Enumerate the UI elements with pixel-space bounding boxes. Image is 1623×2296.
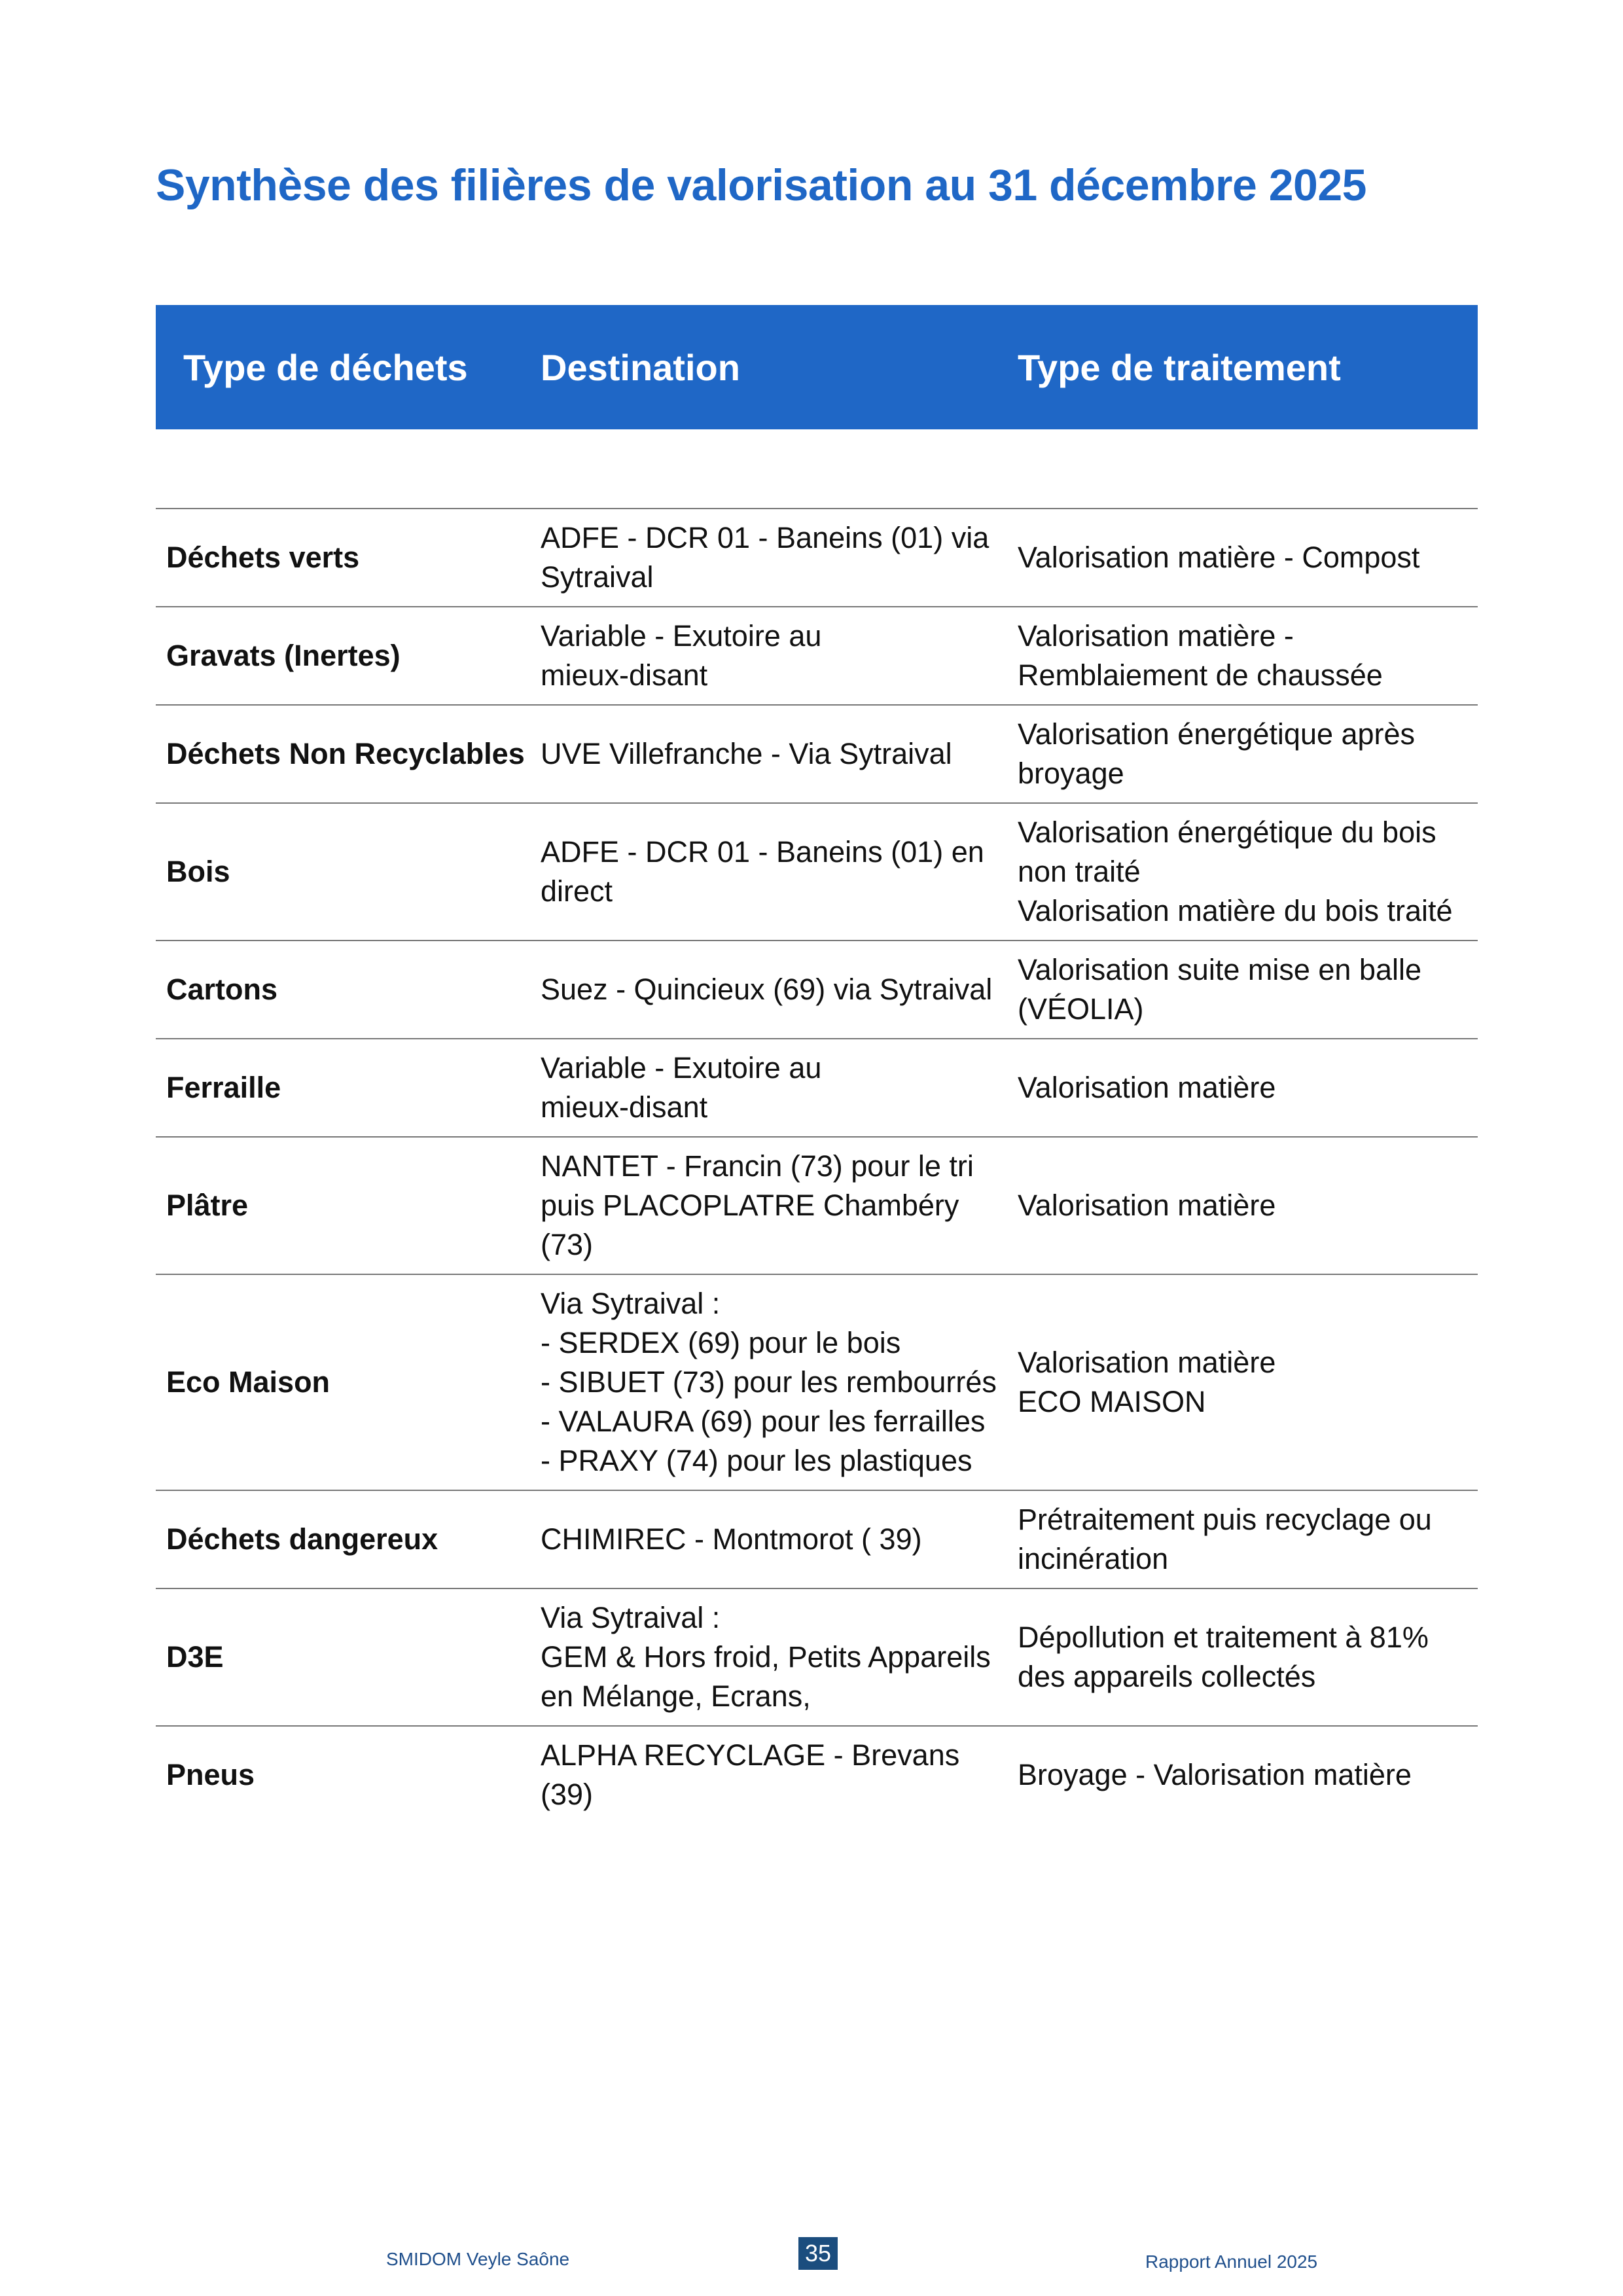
cell-waste-type [156,803,541,941]
cell-destination-text: ADFE - DCR 01 - Baneins (01) en direct [541,835,984,908]
cell-destination-text: Via Sytraival : - SERDEX (69) pour le bois - SIBUET (73) pour les rembourrés - VALAURA (69) pour les ferrailles - PRAXY (74) pour les plastiques [541,1287,997,1477]
cell-waste-type [156,1137,541,1274]
cell-treatment [1007,1726,1478,1823]
cell-destination [541,1588,1007,1726]
cell-treatment [1007,705,1478,803]
cell-destination [541,1039,1007,1137]
table-row [156,1137,1478,1274]
cell-treatment-text: Prétraitement puis recyclage ou incinération [1018,1503,1432,1575]
header-type-de-traitement: Type de traitement [1018,346,1341,388]
cell-treatment-text: Valorisation matière [1018,1071,1276,1104]
table-row [156,941,1478,1039]
header-type-de-dechets: Type de déchets [183,346,468,388]
table-row [156,1039,1478,1137]
table-header-row [156,305,1478,429]
table-row [156,705,1478,803]
table-row [156,607,1478,705]
cell-destination-text: UVE Villefranche - Via Sytraival [541,737,952,770]
cell-treatment [1007,1039,1478,1137]
cell-destination-text: Variable - Exutoire au mieux-disant [541,1051,822,1124]
cell-waste-type-text: Gravats (Inertes) [166,639,401,672]
table-row [156,1726,1478,1823]
cell-destination-text: ALPHA RECYCLAGE - Brevans (39) [541,1738,960,1811]
cell-destination [541,1490,1007,1588]
cell-treatment [1007,803,1478,941]
cell-treatment [1007,1137,1478,1274]
cell-destination [541,1726,1007,1823]
cell-destination [541,1274,1007,1490]
cell-destination-text: ADFE - DCR 01 - Baneins (01) via Sytraival [541,521,990,594]
footer-report-title: Rapport Annuel 2025 [1145,2251,1318,2272]
cell-destination-text: Variable - Exutoire au mieux-disant [541,619,822,692]
cell-destination [541,607,1007,705]
cell-treatment-text: Valorisation énergétique du bois non traité Valorisation matière du bois traité [1018,816,1453,927]
cell-destination [541,1137,1007,1274]
cell-destination [541,509,1007,607]
cell-treatment [1007,607,1478,705]
cell-waste-type [156,1588,541,1726]
table-spacer-row [156,429,1478,509]
cell-waste-type [156,509,541,607]
cell-waste-type [156,1490,541,1588]
cell-waste-type-text: Ferraille [166,1071,281,1104]
cell-waste-type-text: Déchets verts [166,541,360,574]
cell-treatment [1007,1490,1478,1588]
page-number: 35 [798,2237,838,2270]
cell-treatment [1007,941,1478,1039]
table-row [156,509,1478,607]
cell-treatment-text: Dépollution et traitement à 81% des appareils collectés [1018,1621,1429,1693]
header-destination: Destination [541,346,740,388]
cell-treatment-text: Valorisation matière - Compost [1018,541,1420,574]
cell-waste-type-text: Pneus [166,1758,255,1791]
cell-treatment [1007,509,1478,607]
cell-treatment [1007,1274,1478,1490]
cell-waste-type [156,941,541,1039]
cell-waste-type [156,1039,541,1137]
table-row [156,1490,1478,1588]
cell-treatment-text: Valorisation matière [1018,1189,1276,1222]
cell-treatment [1007,1588,1478,1726]
table-row [156,1274,1478,1490]
cell-waste-type-text: Plâtre [166,1189,249,1222]
table-row [156,1588,1478,1726]
cell-waste-type-text: D3E [166,1640,224,1674]
cell-destination-text: CHIMIREC - Montmorot ( 39) [541,1522,922,1556]
table-row [156,803,1478,941]
cell-waste-type [156,705,541,803]
cell-destination [541,705,1007,803]
cell-waste-type [156,607,541,705]
cell-destination [541,941,1007,1039]
cell-waste-type-text: Déchets Non Recyclables [166,737,525,770]
cell-waste-type-text: Cartons [166,973,278,1006]
cell-destination-text: Via Sytraival : GEM & Hors froid, Petits Appareils en Mélange, Ecrans, [541,1601,991,1713]
cell-treatment-text: Valorisation énergétique après broyage [1018,717,1416,790]
cell-destination-text: NANTET - Francin (73) pour le tri puis PLACOPLATRE Chambéry (73) [541,1149,974,1261]
page-title: Synthèse des filières de valorisation au 31 décembre 2025 [156,160,1366,210]
cell-waste-type-text: Bois [166,855,230,888]
cell-treatment-text: Valorisation suite mise en balle (VÉOLIA) [1018,953,1421,1026]
cell-waste-type [156,1726,541,1823]
cell-destination [541,803,1007,941]
cell-treatment-text: Valorisation matière - Remblaiement de chaussée [1018,619,1383,692]
footer-organization: SMIDOM Veyle Saône [386,2249,570,2269]
waste-table [156,305,1478,1823]
cell-treatment-text: Broyage - Valorisation matière [1018,1758,1412,1791]
cell-waste-type [156,1274,541,1490]
cell-waste-type-text: Eco Maison [166,1365,330,1399]
cell-treatment-text: Valorisation matière ECO MAISON [1018,1346,1276,1418]
cell-destination-text: Suez - Quincieux (69) via Sytraival [541,973,993,1006]
cell-waste-type-text: Déchets dangereux [166,1522,438,1556]
